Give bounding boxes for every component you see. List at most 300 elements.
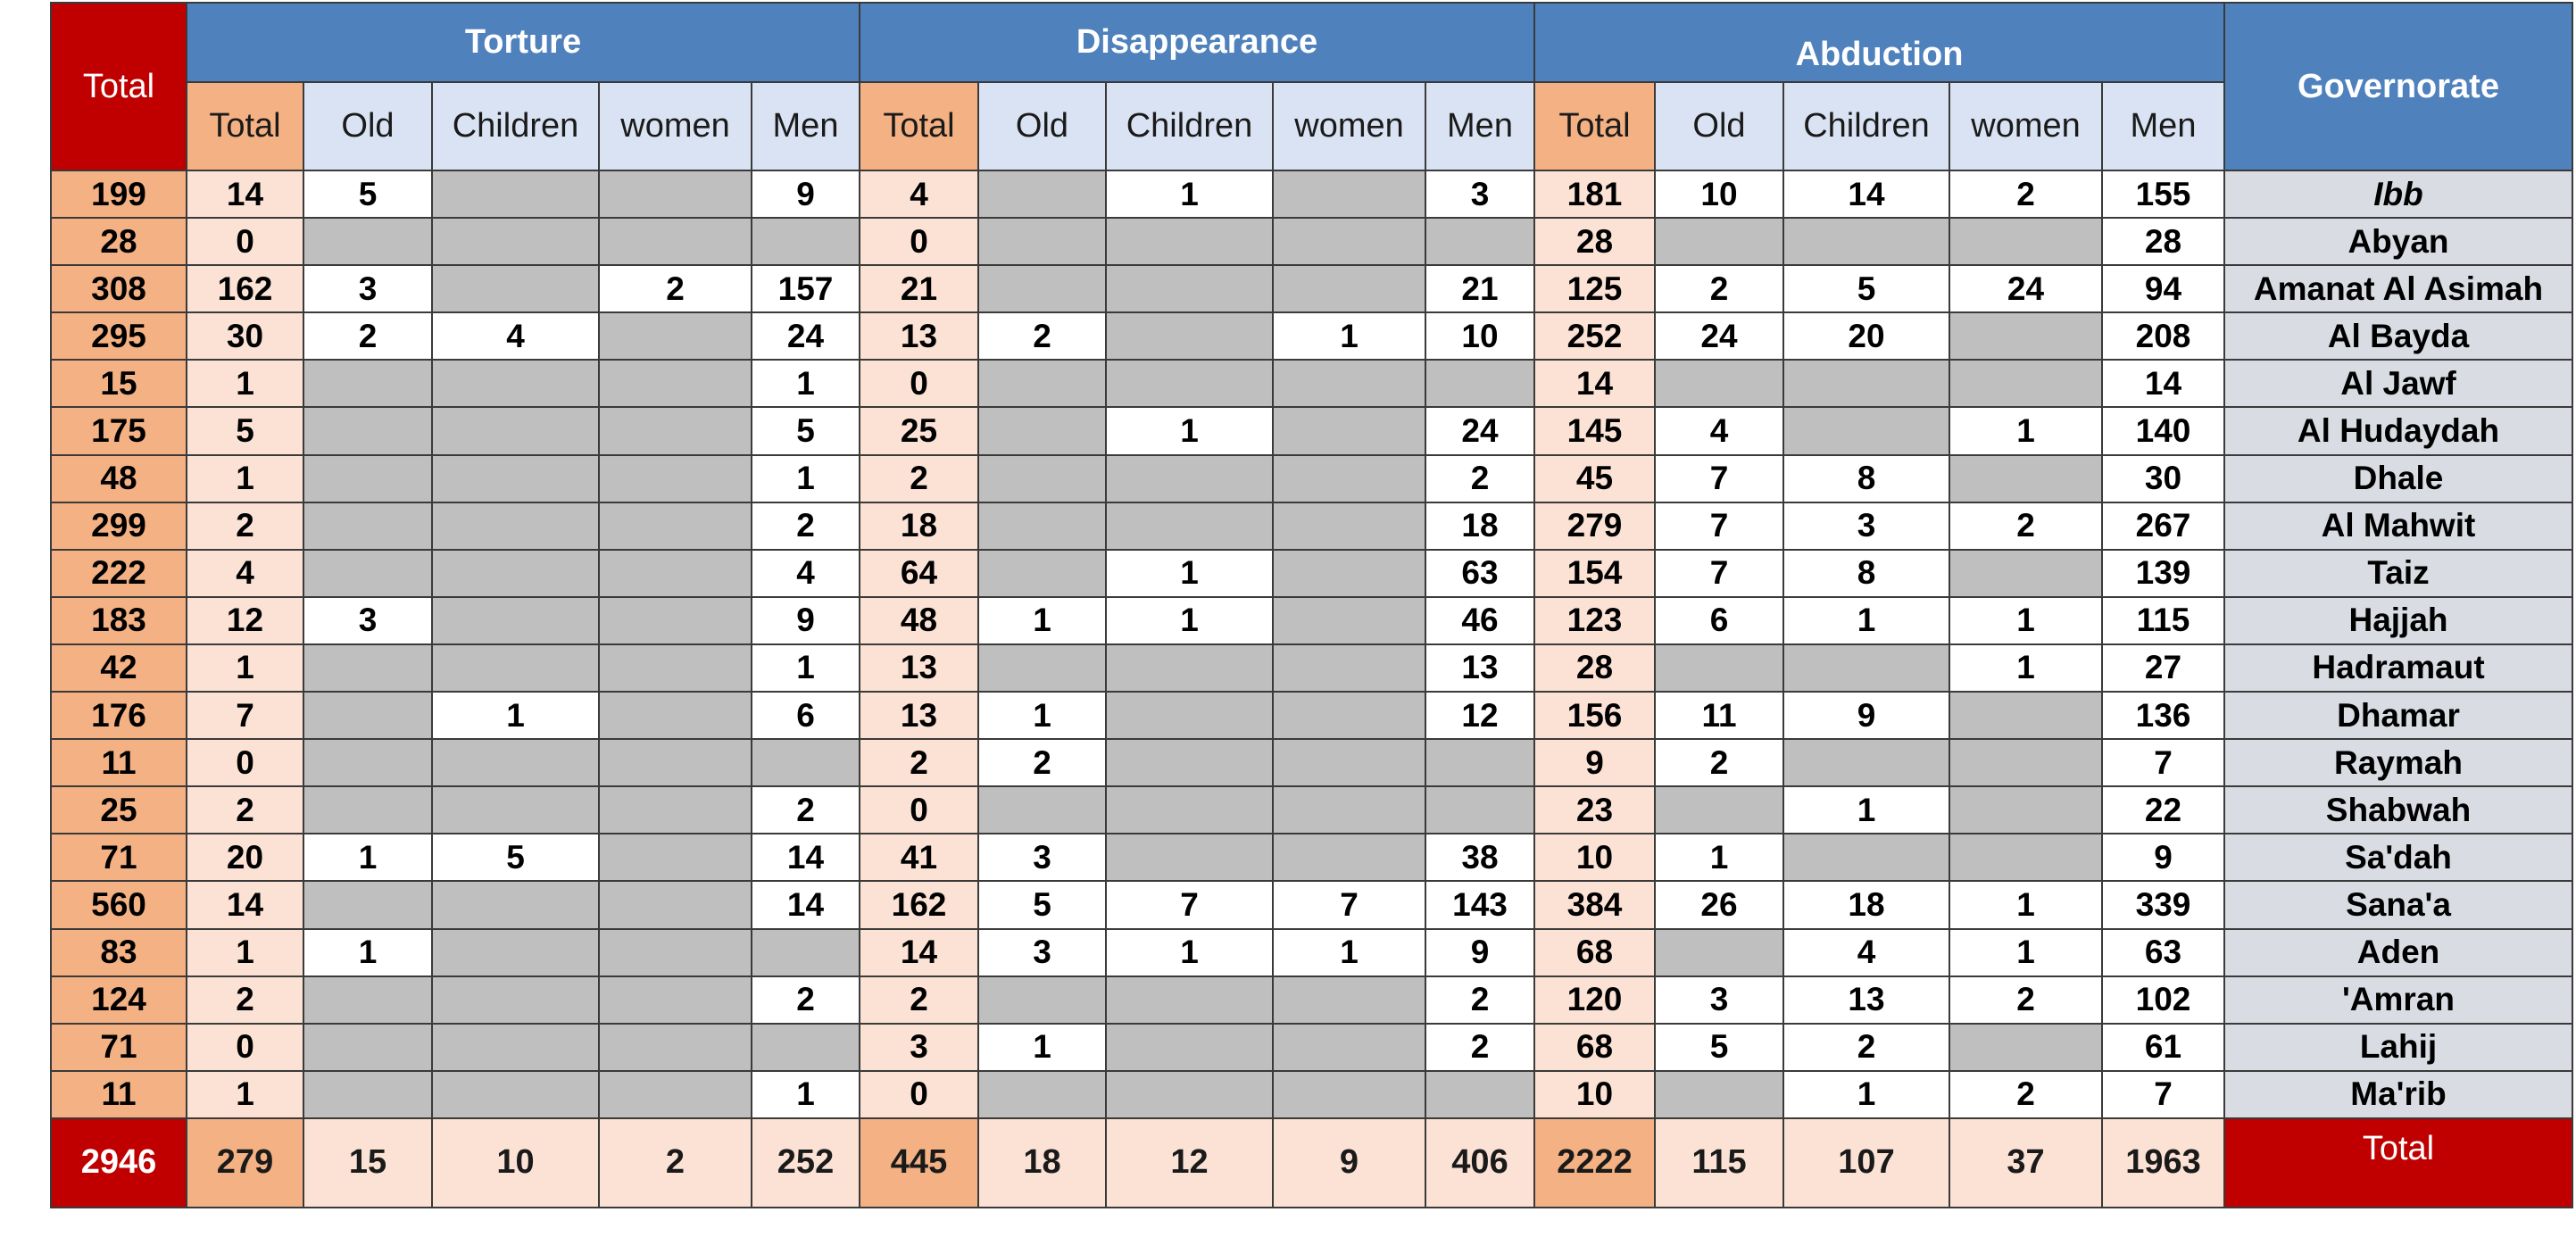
abduction-women-cell [1949, 312, 2102, 360]
torture-total-cell: 14 [187, 881, 303, 928]
abduction-men-cell: 7 [2102, 739, 2224, 786]
abduction-total-cell: 23 [1534, 786, 1655, 834]
torture-children-col: Children [432, 82, 599, 170]
disappearance-women-col: women [1273, 82, 1425, 170]
torture-men-cell: 157 [752, 265, 860, 312]
torture-women-cell [599, 312, 752, 360]
abduction-old-cell: 3 [1655, 976, 1783, 1024]
row-grand-total: 42 [51, 644, 187, 692]
torture-total-cell: 1 [187, 360, 303, 407]
governorate-cell: Dhale [2224, 455, 2572, 502]
abduction-men-cell: 22 [2102, 786, 2224, 834]
abduction-children-cell [1783, 218, 1949, 265]
torture-children-cell [432, 550, 599, 597]
torture-old-cell [303, 360, 432, 407]
torture-old-cell [303, 881, 432, 928]
disappearance-total-cell: 13 [860, 312, 978, 360]
torture-men-cell: 9 [752, 170, 860, 218]
torture-women-cell [599, 597, 752, 644]
disappearance-men-cell: 143 [1425, 881, 1534, 928]
torture-women-cell [599, 834, 752, 881]
torture-old-cell: 3 [303, 265, 432, 312]
torture-children-cell [432, 597, 599, 644]
abduction-old-cell: 1 [1655, 834, 1783, 881]
disappearance-old-cell [978, 644, 1106, 692]
row-grand-total: 48 [51, 455, 187, 502]
abduction-old-col: Old [1655, 82, 1783, 170]
abduction-children-cell: 1 [1783, 597, 1949, 644]
torture-total-cell: 5 [187, 407, 303, 454]
torture-total-cell: 2 [187, 786, 303, 834]
abduction-children-col: Children [1783, 82, 1949, 170]
violations-table [50, 2, 2573, 1208]
abduction-men-cell: 136 [2102, 692, 2224, 739]
row-grand-total: 83 [51, 929, 187, 976]
abduction-children-cell: 2 [1783, 1024, 1949, 1071]
torture-children-cell [432, 218, 599, 265]
torture-women-cell [599, 502, 752, 550]
disappearance-total-cell: 13 [860, 644, 978, 692]
abduction-old-cell: 7 [1655, 502, 1783, 550]
abduction-total-cell: 384 [1534, 881, 1655, 928]
table-row [51, 360, 2572, 407]
torture-women-col: women [599, 82, 752, 170]
disappearance-children-cell: 1 [1106, 929, 1273, 976]
disappearance-women-cell [1273, 597, 1425, 644]
table-row [51, 976, 2572, 1024]
disappearance-women-cell [1273, 834, 1425, 881]
abduction-men-cell: 9 [2102, 834, 2224, 881]
torture-old-cell [303, 692, 432, 739]
abduction-children-cell: 20 [1783, 312, 1949, 360]
table-row [51, 692, 2572, 739]
torture-old-cell [303, 455, 432, 502]
abduction-total-cell: 68 [1534, 929, 1655, 976]
abduction-old-cell: 10 [1655, 170, 1783, 218]
disappearance-children-cell [1106, 265, 1273, 312]
row-grand-total: 308 [51, 265, 187, 312]
disappearance-children-cell [1106, 834, 1273, 881]
torture-old-cell: 1 [303, 834, 432, 881]
torture-women-cell [599, 360, 752, 407]
disappearance-women-cell [1273, 644, 1425, 692]
abduction-women-cell: 1 [1949, 881, 2102, 928]
disappearance-women-sum: 9 [1273, 1118, 1425, 1208]
torture-women-cell [599, 881, 752, 928]
row-grand-total: 222 [51, 550, 187, 597]
disappearance-men-cell: 13 [1425, 644, 1534, 692]
abduction-children-sum: 107 [1783, 1118, 1949, 1208]
governorate-cell: Al Mahwit [2224, 502, 2572, 550]
table-row [51, 929, 2572, 976]
disappearance-old-cell [978, 976, 1106, 1024]
totals-row [51, 1118, 2572, 1208]
row-grand-total: 124 [51, 976, 187, 1024]
disappearance-women-cell: 1 [1273, 312, 1425, 360]
torture-old-cell [303, 976, 432, 1024]
torture-men-cell: 4 [752, 550, 860, 597]
disappearance-children-cell [1106, 976, 1273, 1024]
disappearance-children-cell [1106, 692, 1273, 739]
abduction-women-cell: 2 [1949, 976, 2102, 1024]
torture-total-cell: 12 [187, 597, 303, 644]
disappearance-old-cell [978, 265, 1106, 312]
abduction-men-cell: 155 [2102, 170, 2224, 218]
disappearance-total-cell: 2 [860, 976, 978, 1024]
torture-women-cell [599, 218, 752, 265]
abduction-women-cell: 1 [1949, 644, 2102, 692]
abduction-total-cell: 10 [1534, 834, 1655, 881]
abduction-old-cell [1655, 218, 1783, 265]
row-grand-total: 71 [51, 834, 187, 881]
torture-children-cell [432, 929, 599, 976]
torture-women-cell [599, 1071, 752, 1118]
disappearance-men-sum: 406 [1425, 1118, 1534, 1208]
torture-women-cell [599, 455, 752, 502]
abduction-women-col: women [1949, 82, 2102, 170]
torture-children-cell: 4 [432, 312, 599, 360]
torture-children-cell [432, 881, 599, 928]
row-grand-total: 183 [51, 597, 187, 644]
abduction-women-sum: 37 [1949, 1118, 2102, 1208]
abduction-old-cell: 24 [1655, 312, 1783, 360]
torture-men-cell: 1 [752, 360, 860, 407]
torture-old-cell [303, 502, 432, 550]
disappearance-old-cell: 2 [978, 739, 1106, 786]
abduction-women-cell: 2 [1949, 170, 2102, 218]
row-grand-total: 11 [51, 1071, 187, 1118]
torture-total-cell: 2 [187, 502, 303, 550]
abduction-women-cell [1949, 360, 2102, 407]
abduction-women-cell: 1 [1949, 929, 2102, 976]
torture-men-cell [752, 218, 860, 265]
disappearance-children-col: Children [1106, 82, 1273, 170]
disappearance-children-cell [1106, 644, 1273, 692]
disappearance-old-cell: 1 [978, 597, 1106, 644]
governorate-cell: Taiz [2224, 550, 2572, 597]
abduction-total-cell: 9 [1534, 739, 1655, 786]
abduction-women-cell [1949, 834, 2102, 881]
abduction-total-sum: 2222 [1534, 1118, 1655, 1208]
disappearance-women-cell [1273, 692, 1425, 739]
abduction-total-cell: 154 [1534, 550, 1655, 597]
torture-men-cell: 14 [752, 834, 860, 881]
disappearance-children-cell [1106, 739, 1273, 786]
abduction-total-cell: 279 [1534, 502, 1655, 550]
abduction-women-cell [1949, 786, 2102, 834]
disappearance-old-cell [978, 1071, 1106, 1118]
torture-total-cell: 14 [187, 170, 303, 218]
torture-men-cell [752, 739, 860, 786]
abduction-old-cell: 5 [1655, 1024, 1783, 1071]
torture-total-cell: 4 [187, 550, 303, 597]
disappearance-women-cell: 7 [1273, 881, 1425, 928]
abduction-old-sum: 115 [1655, 1118, 1783, 1208]
torture-children-cell [432, 976, 599, 1024]
table-row [51, 1071, 2572, 1118]
torture-children-cell [432, 360, 599, 407]
abduction-old-cell: 7 [1655, 455, 1783, 502]
abduction-children-cell: 1 [1783, 1071, 1949, 1118]
torture-children-cell [432, 170, 599, 218]
disappearance-total-cell: 2 [860, 739, 978, 786]
torture-women-cell [599, 786, 752, 834]
torture-men-cell: 1 [752, 1071, 860, 1118]
governorate-cell: Sana'a [2224, 881, 2572, 928]
disappearance-old-cell [978, 502, 1106, 550]
disappearance-men-cell [1425, 739, 1534, 786]
disappearance-total-cell: 0 [860, 218, 978, 265]
governorate-cell: Abyan [2224, 218, 2572, 265]
disappearance-children-sum: 12 [1106, 1118, 1273, 1208]
disappearance-old-cell [978, 550, 1106, 597]
totals-label: Total [2224, 1118, 2572, 1208]
torture-men-cell: 6 [752, 692, 860, 739]
abduction-men-cell: 208 [2102, 312, 2224, 360]
disappearance-women-cell [1273, 550, 1425, 597]
torture-header: Torture [187, 3, 860, 82]
governorate-cell: Al Bayda [2224, 312, 2572, 360]
disappearance-men-cell: 10 [1425, 312, 1534, 360]
disappearance-children-cell [1106, 1024, 1273, 1071]
disappearance-women-cell [1273, 455, 1425, 502]
table-row [51, 644, 2572, 692]
disappearance-total-cell: 25 [860, 407, 978, 454]
torture-old-cell: 1 [303, 929, 432, 976]
table-row [51, 265, 2572, 312]
abduction-total-cell: 28 [1534, 644, 1655, 692]
abduction-men-sum: 1963 [2102, 1118, 2224, 1208]
abduction-men-cell: 115 [2102, 597, 2224, 644]
abduction-women-cell [1949, 1024, 2102, 1071]
disappearance-men-cell [1425, 786, 1534, 834]
disappearance-old-cell: 2 [978, 312, 1106, 360]
disappearance-men-cell: 2 [1425, 1024, 1534, 1071]
abduction-women-cell [1949, 455, 2102, 502]
abduction-men-cell: 63 [2102, 929, 2224, 976]
row-grand-total: 25 [51, 786, 187, 834]
disappearance-total-col: Total [860, 82, 978, 170]
governorate-cell: Al Hudaydah [2224, 407, 2572, 454]
torture-children-cell [432, 455, 599, 502]
torture-children-cell [432, 502, 599, 550]
abduction-total-cell: 14 [1534, 360, 1655, 407]
disappearance-old-cell: 1 [978, 692, 1106, 739]
torture-women-cell [599, 1024, 752, 1071]
torture-old-cell: 5 [303, 170, 432, 218]
abduction-men-cell: 27 [2102, 644, 2224, 692]
torture-old-cell [303, 739, 432, 786]
disappearance-old-col: Old [978, 82, 1106, 170]
abduction-children-cell [1783, 739, 1949, 786]
disappearance-women-cell [1273, 1024, 1425, 1071]
disappearance-old-sum: 18 [978, 1118, 1106, 1208]
disappearance-header: Disappearance [860, 3, 1534, 82]
abduction-children-cell [1783, 644, 1949, 692]
torture-old-cell [303, 218, 432, 265]
abduction-men-cell: 61 [2102, 1024, 2224, 1071]
disappearance-total-cell: 13 [860, 692, 978, 739]
torture-men-cell [752, 1024, 860, 1071]
abduction-old-cell [1655, 929, 1783, 976]
torture-old-cell [303, 1024, 432, 1071]
torture-old-cell [303, 550, 432, 597]
governorate-cell: Ibb [2224, 170, 2572, 218]
torture-women-cell: 2 [599, 265, 752, 312]
disappearance-women-cell [1273, 360, 1425, 407]
table-row [51, 786, 2572, 834]
abduction-old-cell: 6 [1655, 597, 1783, 644]
table-row [51, 407, 2572, 454]
abduction-old-cell: 4 [1655, 407, 1783, 454]
disappearance-old-cell [978, 218, 1106, 265]
disappearance-men-cell: 63 [1425, 550, 1534, 597]
torture-total-cell: 162 [187, 265, 303, 312]
disappearance-total-cell: 2 [860, 455, 978, 502]
table-row [51, 834, 2572, 881]
abduction-children-cell: 13 [1783, 976, 1949, 1024]
abduction-total-cell: 156 [1534, 692, 1655, 739]
row-grand-total: 560 [51, 881, 187, 928]
disappearance-total-cell: 14 [860, 929, 978, 976]
torture-children-cell [432, 644, 599, 692]
abduction-men-cell: 102 [2102, 976, 2224, 1024]
abduction-children-cell: 1 [1783, 786, 1949, 834]
disappearance-women-cell [1273, 976, 1425, 1024]
torture-children-cell [432, 265, 599, 312]
torture-children-cell [432, 786, 599, 834]
governorate-cell: 'Amran [2224, 976, 2572, 1024]
torture-men-cell: 2 [752, 502, 860, 550]
abduction-women-cell: 2 [1949, 502, 2102, 550]
row-grand-total: 299 [51, 502, 187, 550]
row-grand-total: 71 [51, 1024, 187, 1071]
torture-children-cell: 1 [432, 692, 599, 739]
torture-women-cell [599, 550, 752, 597]
governorate-cell: Amanat Al Asimah [2224, 265, 2572, 312]
disappearance-children-cell [1106, 312, 1273, 360]
disappearance-children-cell [1106, 502, 1273, 550]
abduction-old-cell [1655, 786, 1783, 834]
disappearance-total-cell: 3 [860, 1024, 978, 1071]
torture-men-cell: 9 [752, 597, 860, 644]
row-grand-total: 11 [51, 739, 187, 786]
disappearance-men-cell: 21 [1425, 265, 1534, 312]
torture-women-sum: 2 [599, 1118, 752, 1208]
row-grand-total: 199 [51, 170, 187, 218]
disappearance-old-cell: 1 [978, 1024, 1106, 1071]
disappearance-children-cell [1106, 1071, 1273, 1118]
abduction-children-cell: 3 [1783, 502, 1949, 550]
torture-children-cell [432, 739, 599, 786]
governorate-cell: Dhamar [2224, 692, 2572, 739]
table-row [51, 881, 2572, 928]
abduction-old-cell: 2 [1655, 739, 1783, 786]
abduction-men-cell: 139 [2102, 550, 2224, 597]
abduction-men-cell: 140 [2102, 407, 2224, 454]
disappearance-old-cell: 3 [978, 834, 1106, 881]
abduction-men-cell: 14 [2102, 360, 2224, 407]
abduction-children-cell: 4 [1783, 929, 1949, 976]
torture-men-col: Men [752, 82, 860, 170]
torture-children-cell: 5 [432, 834, 599, 881]
disappearance-women-cell [1273, 786, 1425, 834]
disappearance-children-cell [1106, 218, 1273, 265]
table-row [51, 218, 2572, 265]
torture-women-cell [599, 644, 752, 692]
torture-total-cell: 30 [187, 312, 303, 360]
disappearance-men-cell: 3 [1425, 170, 1534, 218]
abduction-women-cell: 1 [1949, 407, 2102, 454]
row-grand-total: 176 [51, 692, 187, 739]
grand-total-header: Total [51, 3, 187, 170]
disappearance-total-cell: 41 [860, 834, 978, 881]
disappearance-men-cell: 9 [1425, 929, 1534, 976]
torture-total-cell: 1 [187, 929, 303, 976]
abduction-women-cell [1949, 692, 2102, 739]
torture-women-cell [599, 976, 752, 1024]
torture-total-cell: 2 [187, 976, 303, 1024]
abduction-old-cell [1655, 644, 1783, 692]
abduction-men-cell: 7 [2102, 1071, 2224, 1118]
abduction-total-col: Total [1534, 82, 1655, 170]
disappearance-women-cell [1273, 265, 1425, 312]
disappearance-old-cell [978, 786, 1106, 834]
overall-grand-total: 2946 [51, 1118, 187, 1208]
torture-total-cell: 0 [187, 1024, 303, 1071]
disappearance-women-cell [1273, 1071, 1425, 1118]
abduction-men-cell: 94 [2102, 265, 2224, 312]
disappearance-total-cell: 4 [860, 170, 978, 218]
abduction-men-col: Men [2102, 82, 2224, 170]
governorate-cell: Raymah [2224, 739, 2572, 786]
abduction-old-cell [1655, 360, 1783, 407]
abduction-children-cell [1783, 407, 1949, 454]
disappearance-old-cell: 3 [978, 929, 1106, 976]
row-grand-total: 15 [51, 360, 187, 407]
torture-children-cell [432, 1024, 599, 1071]
disappearance-children-cell [1106, 786, 1273, 834]
table-row [51, 502, 2572, 550]
disappearance-women-cell [1273, 170, 1425, 218]
governorate-cell: Aden [2224, 929, 2572, 976]
disappearance-children-cell [1106, 455, 1273, 502]
torture-old-cell [303, 644, 432, 692]
torture-men-cell: 14 [752, 881, 860, 928]
disappearance-total-cell: 0 [860, 1071, 978, 1118]
torture-total-cell: 1 [187, 455, 303, 502]
governorate-cell: Al Jawf [2224, 360, 2572, 407]
abduction-total-cell: 125 [1534, 265, 1655, 312]
abduction-women-cell [1949, 218, 2102, 265]
abduction-old-cell: 26 [1655, 881, 1783, 928]
torture-total-cell: 7 [187, 692, 303, 739]
abduction-children-cell: 14 [1783, 170, 1949, 218]
disappearance-old-cell: 5 [978, 881, 1106, 928]
abduction-old-cell [1655, 1071, 1783, 1118]
disappearance-men-cell [1425, 360, 1534, 407]
abduction-total-cell: 181 [1534, 170, 1655, 218]
governorate-cell: Hadramaut [2224, 644, 2572, 692]
disappearance-men-cell: 24 [1425, 407, 1534, 454]
torture-old-cell [303, 786, 432, 834]
abduction-women-cell: 2 [1949, 1071, 2102, 1118]
abduction-total-cell: 28 [1534, 218, 1655, 265]
abduction-total-cell: 252 [1534, 312, 1655, 360]
abduction-total-cell: 68 [1534, 1024, 1655, 1071]
row-grand-total: 175 [51, 407, 187, 454]
abduction-old-cell: 7 [1655, 550, 1783, 597]
